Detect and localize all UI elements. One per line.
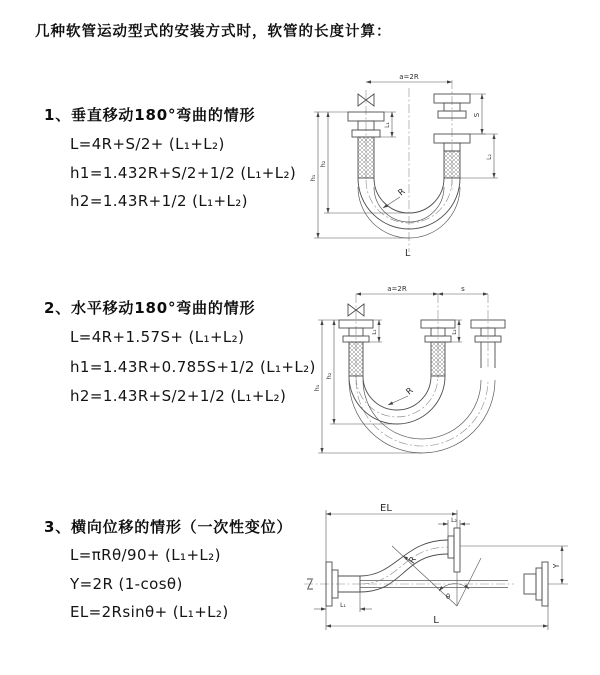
dimension-top-a2r [356,285,438,294]
section-3-heading: 3、横向位移的情形（一次性变位） [44,518,293,536]
middle-flange-connector [421,320,455,376]
upper-flange-connector-displaced [448,528,460,572]
dim-label-l2: L₂ [452,329,458,335]
centerlines [356,294,488,446]
dim-label-l1: L₁ [340,602,346,609]
page-title: 几种软管运动型式的安装方式时，软管的长度计算： [35,24,392,40]
dim-label-h1: h₁ [309,174,317,182]
centerlines [366,80,452,252]
section-2-heading: 2、水平移动180°弯曲的情形 [44,299,256,317]
dimension-l1 [314,592,372,612]
dimension-top-s [438,285,488,294]
radius-label: R [407,555,419,566]
section-3-formula-L: L=πRθ/90+ (L₁+L₂) [70,546,221,564]
dimension-l [326,606,548,630]
section-2-formula-L: L=4R+1.57S+ (L₁+L₂) [70,328,245,346]
dimension-l2 [460,134,498,178]
dimension-el [326,503,457,562]
dim-label-l2: L₂ [486,154,493,160]
dim-label-h2: h₂ [319,160,327,168]
dim-label-s: s [461,285,465,293]
dimension-s [470,94,486,134]
dimension-top-a2r [366,73,452,82]
right-flange-connector-original [524,562,548,606]
dimension-l2 [451,320,462,342]
dim-label-a2r: a=2R [387,285,407,293]
section-1-formula-h1: h1=1.432R+S/2+1/2 (L₁+L₂) [70,164,297,182]
dimension-y [460,546,568,584]
dim-label-y: Y [552,563,561,569]
radius-label: R [396,186,408,199]
diagram-horizontal-180-bend [310,280,562,460]
section-2-formula-h1: h1=1.43R+0.785S+1/2 (L₁+L₂) [70,358,316,376]
dimension-l1 [369,320,382,342]
dim-label-l: L [433,615,439,626]
length-label: L [405,248,411,259]
dimension-l1 [380,112,396,137]
dim-label-el: EL [380,503,392,514]
radius-callout [388,386,416,405]
dim-label-l1: L₁ [384,122,391,128]
dim-label-l2: L₂ [451,517,457,524]
section-1-formula-h2: h2=1.43R+1/2 (L₁+L₂) [70,192,248,210]
dim-label-h1: h₁ [313,384,321,392]
dimension-h1 [313,320,422,453]
radius-callout [403,555,419,566]
dim-label-a2r: a=2R [399,73,419,81]
left-flange-connector [339,320,373,376]
dim-label-l1: L₁ [372,329,378,335]
section-2-formula-h2: h2=1.43R+S/2+1/2 (L₁+L₂) [70,387,287,405]
diagram-lateral-displacement [296,498,588,648]
dim-label-s: S [473,112,481,118]
section-3-formula-EL: EL=2Rsinθ+ (L₁+L₂) [70,603,229,621]
dim-label-h2: h₂ [325,372,333,380]
left-flange-connector [348,112,384,178]
radius-label: R [404,385,416,398]
section-3-formula-Y: Y=2R (1-cosθ) [70,575,183,593]
section-1-formula-L: L=4R+S/2+ (L₁+L₂) [70,135,225,153]
section-1-heading: 1、垂直移动180°弯曲的情形 [44,106,256,124]
diagram-vertical-180-bend [300,66,532,262]
angle-label-theta: θ [445,593,451,601]
hose-u-bends [349,376,495,453]
